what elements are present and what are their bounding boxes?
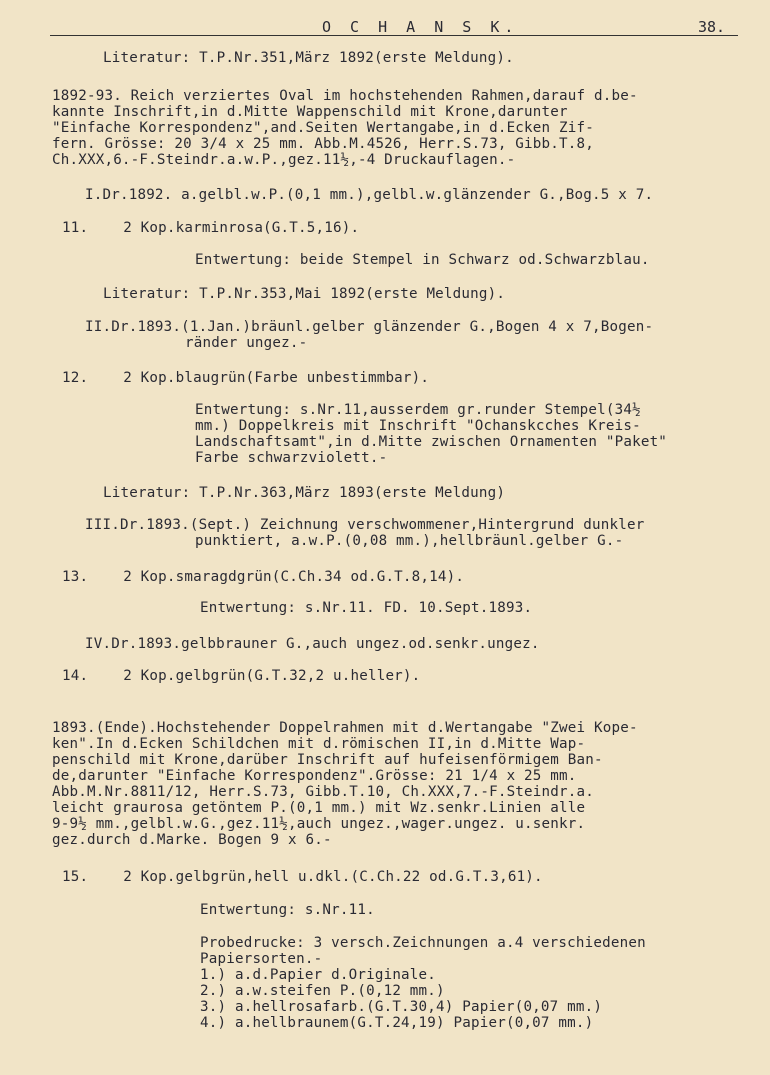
text-line: Entwertung: s.Nr.11. FD. 10.Sept.1893. [200, 600, 533, 616]
text-line: leicht graurosa getöntem P.(0,1 mm.) mit Wz.senkr.Linien alle [52, 800, 586, 816]
text-line: fern. Grösse: 20 3/4 x 25 mm. Abb.M.4526, Herr.S.73, Gibb.T.8, [52, 136, 594, 152]
text-line: 1892-93. Reich verziertes Oval im hochstehenden Rahmen,darauf d.be- [52, 88, 638, 104]
text-line: mm.) Doppelkreis mit Inschrift "Ochanskсches Kreis- [195, 418, 641, 434]
page-number: 38. [698, 18, 726, 36]
text-line: ken".In d.Ecken Schildchen mit d.römischen II,in d.Mitte Wap- [52, 736, 586, 752]
text-line: Literatur: T.P.Nr.353,Mai 1892(erste Meldung). [103, 286, 506, 302]
text-line: III.Dr.1893.(Sept.) Zeichnung verschwommener,Hintergrund dunkler [85, 517, 645, 533]
text-line: gez.durch d.Marke. Bogen 9 x 6.- [52, 832, 332, 848]
text-line: punktiert, a.w.P.(0,08 mm.),hellbräunl.gelber G.- [195, 533, 624, 549]
text-line: 9-9½ mm.,gelbl.w.G.,gez.11½,auch ungez.,wager.ungez. u.senkr. [52, 816, 586, 832]
text-line: kannte Inschrift,in d.Mitte Wappenschild mit Krone,darunter [52, 104, 568, 120]
stamp-entry: 15. 2 Kop.gelbgrün,hell u.dkl.(C.Ch.22 od.G.T.3,61). [62, 869, 543, 885]
text-line: II.Dr.1893.(1.Jan.)bräunl.gelber glänzender G.,Bogen 4 x 7,Bogen- [85, 319, 654, 335]
text-line: ränder ungez.- [185, 335, 308, 351]
list-item: 1.) a.d.Papier d.Originale. [200, 967, 437, 983]
text-line: Entwertung: s.Nr.11. [200, 902, 375, 918]
text-line: Papiersorten.- [200, 951, 323, 967]
stamp-entry: 14. 2 Kop.gelbgrün(G.T.32,2 u.heller). [62, 668, 421, 684]
stamp-entry: 11. 2 Kop.karminrosa(G.T.5,16). [62, 220, 360, 236]
text-line: 1893.(Ende).Hochstehender Doppelrahmen mit d.Wertangabe "Zwei Kope- [52, 720, 638, 736]
text-line: IV.Dr.1893.gelbbrauner G.,auch ungez.od.senkr.ungez. [85, 636, 540, 652]
stamp-entry: 13. 2 Kop.smaragdgrün(C.Ch.34 od.G.T.8,14). [62, 569, 465, 585]
text-line: Literatur: T.P.Nr.363,März 1893(erste Meldung) [103, 485, 506, 501]
text-line: de,darunter "Einfache Korrespondenz".Grösse: 21 1/4 x 25 mm. [52, 768, 577, 784]
text-line: I.Dr.1892. a.gelbl.w.P.(0,1 mm.),gelbl.w.glänzender G.,Bog.5 x 7. [85, 187, 654, 203]
text-line: Ch.XXX,6.-F.Steindr.a.w.P.,gez.11½,-4 Druckauflagen.- [52, 152, 516, 168]
text-line: Literatur: T.P.Nr.351,März 1892(erste Meldung). [103, 50, 514, 66]
page-header-title: O C H A N S K. [322, 18, 519, 36]
stamp-entry: 12. 2 Kop.blaugrün(Farbe unbestimmbar). [62, 370, 430, 386]
text-line: Probedrucke: 3 versch.Zeichnungen a.4 verschiedenen [200, 935, 646, 951]
list-item: 4.) a.hellbraunem(G.T.24,19) Papier(0,07 mm.) [200, 1015, 594, 1031]
list-item: 2.) a.w.steifen P.(0,12 mm.) [200, 983, 445, 999]
text-line: Entwertung: beide Stempel in Schwarz od.Schwarzblau. [195, 252, 650, 268]
list-item: 3.) a.hellrosafarb.(G.T.30,4) Papier(0,07 mm.) [200, 999, 603, 1015]
text-line: "Einfache Korrespondenz",and.Seiten Wertangabe,in d.Ecken Zif- [52, 120, 594, 136]
text-line: penschild mit Krone,darüber Inschrift auf hufeisenförmigem Ban- [52, 752, 603, 768]
header-rule [50, 35, 738, 36]
text-line: Farbe schwarzviolett.- [195, 450, 388, 466]
text-line: Entwertung: s.Nr.11,ausserdem gr.runder Stempel(34½ [195, 402, 641, 418]
text-line: Abb.M.Nr.8811/12, Herr.S.73, Gibb.T.10, Ch.XXX,7.-F.Steindr.a. [52, 784, 594, 800]
text-line: Landschaftsamt",in d.Mitte zwischen Ornamenten "Paket" [195, 434, 668, 450]
